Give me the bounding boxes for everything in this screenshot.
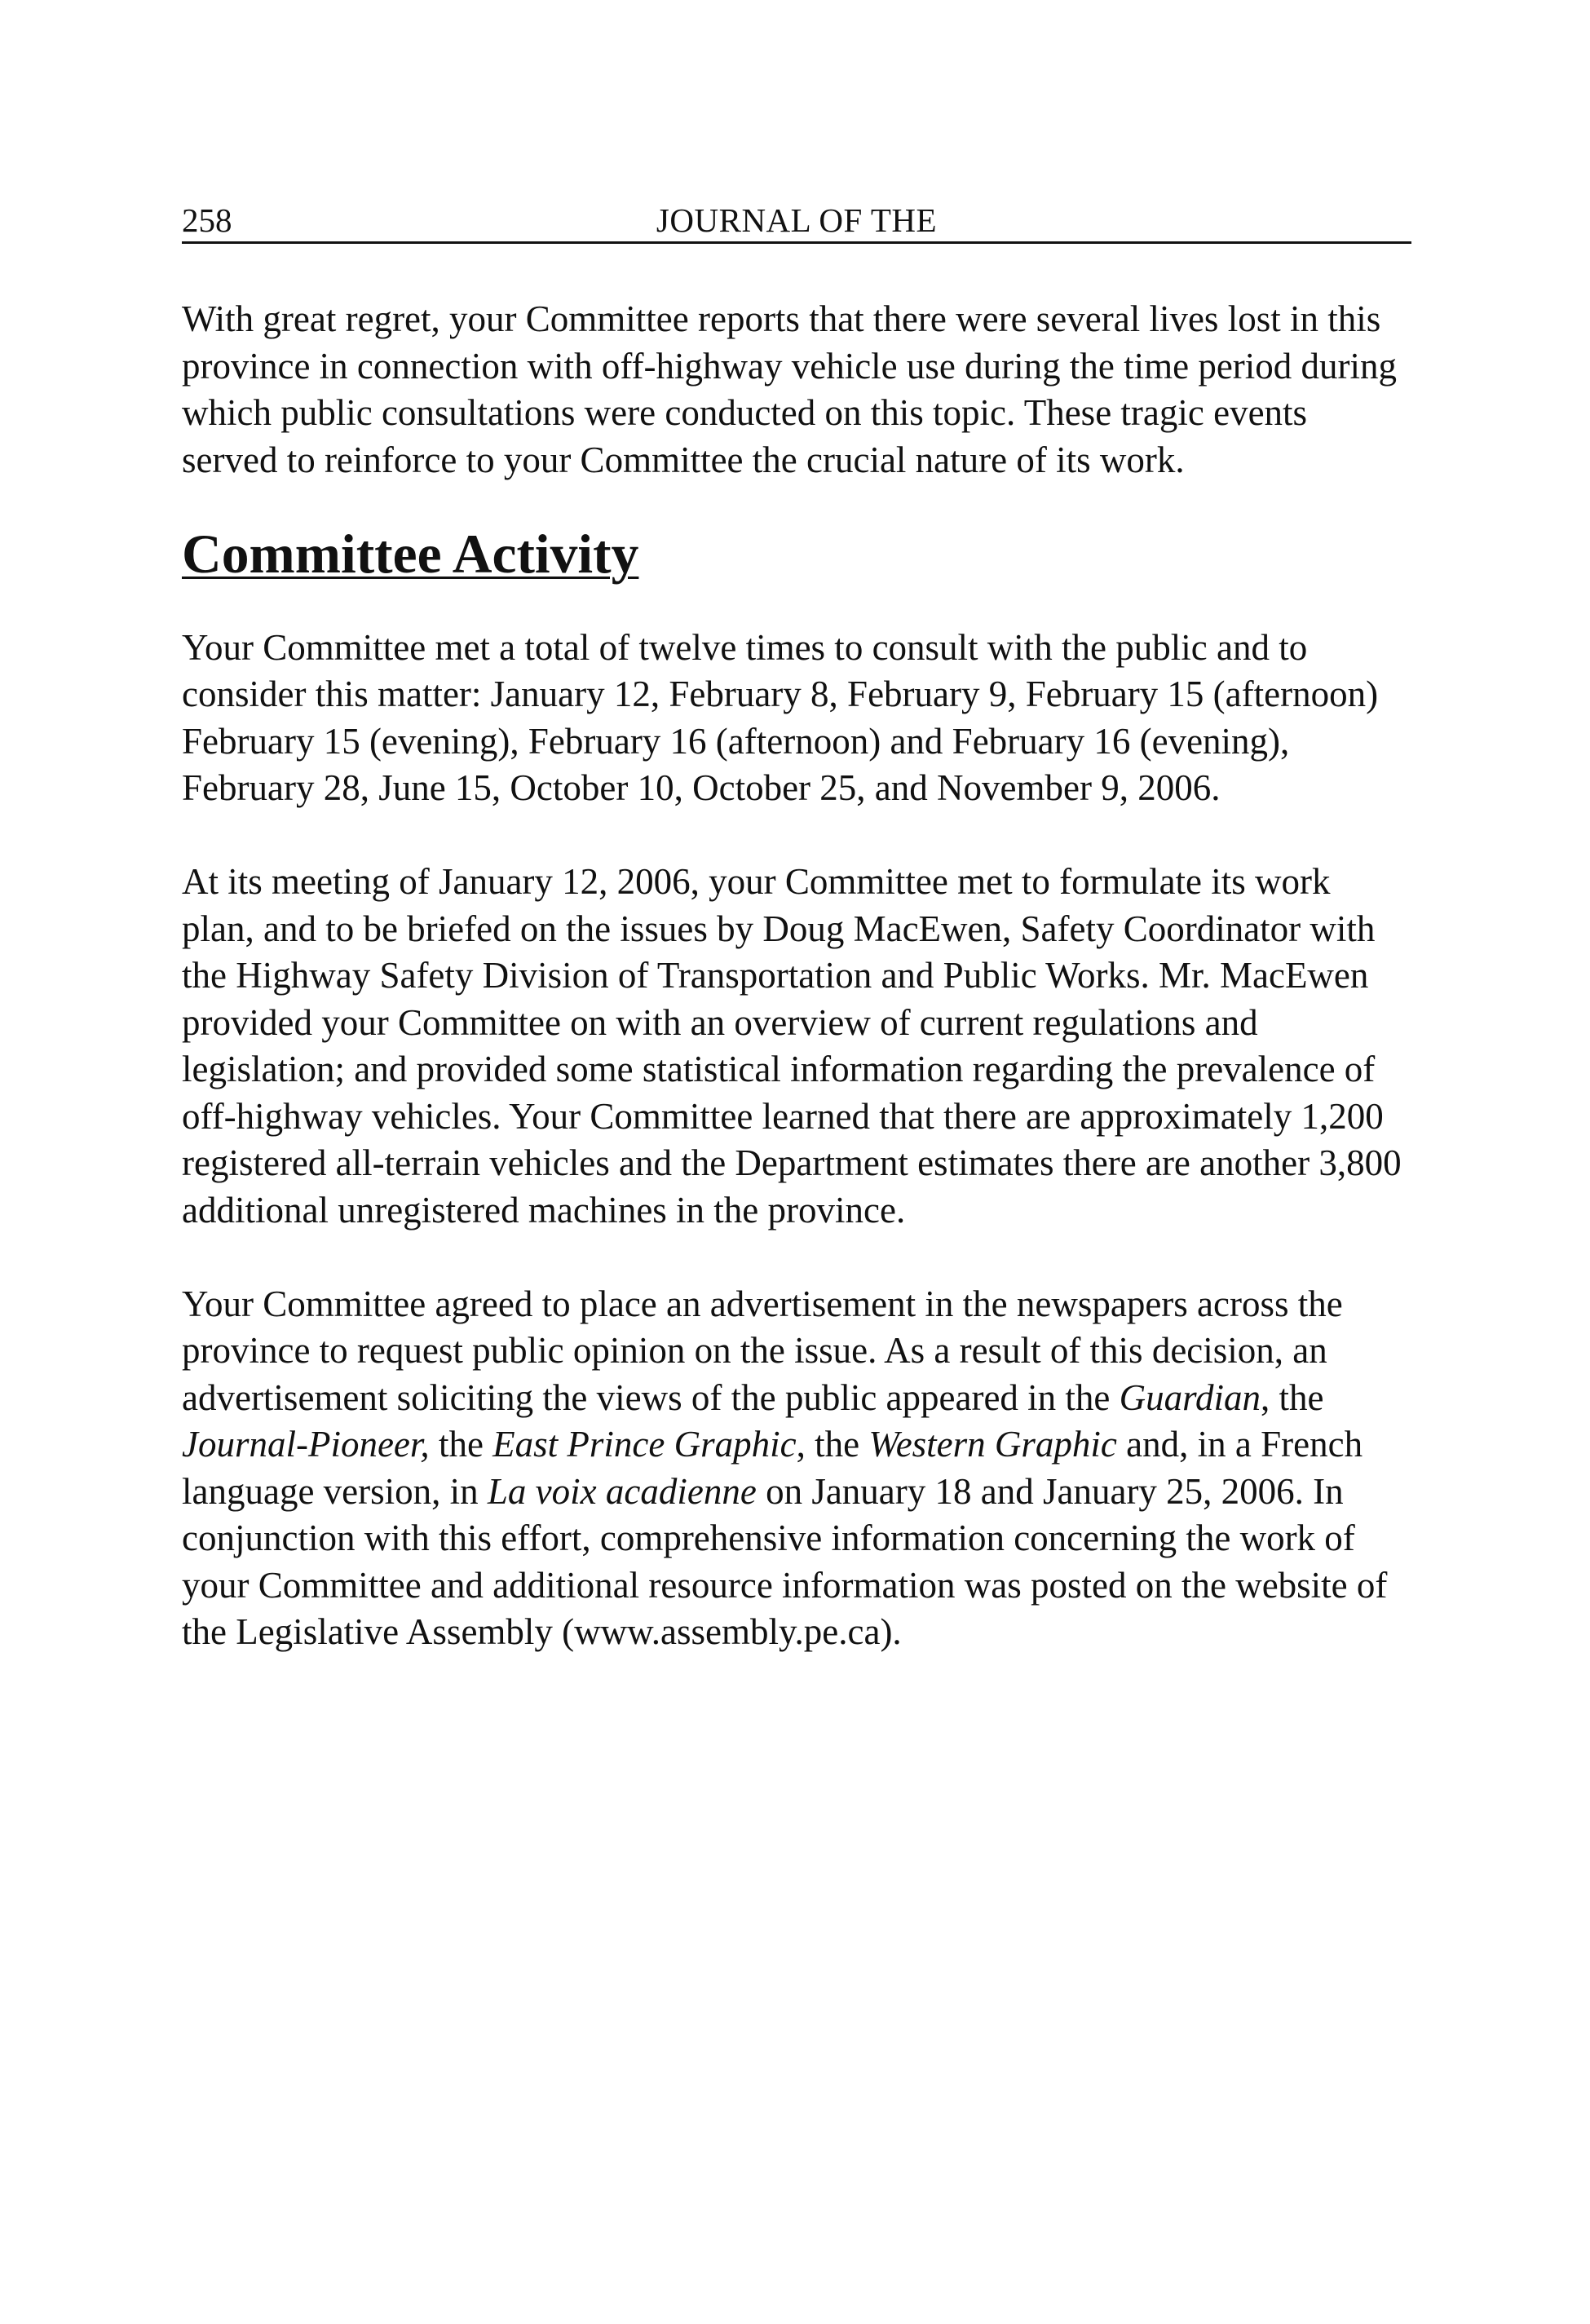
advertisement-text-part: , the: [796, 1424, 869, 1465]
running-header: [182, 199, 1411, 244]
newspaper-title-guardian: Guardian: [1119, 1376, 1261, 1418]
paragraph-meeting-dates: Your Committee met a total of twelve times to consult with the public and to consider this matter: January 12, February 8, February 9, February 15 (afternoon) February 15 (evening), February 16 (afternoon) and February 16 (evening), February 28, June 15, October 10, October 25, and November 9, 2006.: [182, 626, 1379, 808]
paragraph-advertisement: [182, 1281, 1411, 1656]
advertisement-text-part: on January 18 and January 25, 2006. In conjunction with this effort, comprehensive information concerning the work of your Committee and additional resource information was posted on the website of the Legislative Assembly (www.assembly.pe.ca).: [182, 1470, 1388, 1652]
newspaper-title-la-voix-acadienne: La voix acadienne: [487, 1470, 757, 1512]
page-number: 258: [182, 201, 232, 239]
advertisement-text-part: , the: [1261, 1376, 1324, 1418]
paragraph-january-meeting: At its meeting of January 12, 2006, your Committee met to formulate its work plan, and to be briefed on the issues by Doug MacEwen, Safety Coordinator with the Highway Safety Division of Transportation and Public Works. Mr. MacEwen provided your Committee on with an overview of current regulations and legislation; and provided some statistical information regarding the prevalence of off-highway vehicles. Your Committee learned that there are approximately 1,200 registered all-terrain vehicles and the Department estimates there are another 3,800 additional unregistered machines in the province.: [182, 861, 1402, 1230]
section-heading-committee-activity: Committee Activity: [182, 523, 639, 585]
paragraph-lives-lost: With great regret, your Committee reports that there were several lives lost in this province in connection with off-highway vehicle use during the time period during which public consultations were conducted on this topic. These tragic events served to reinforce to your Committee the crucial nature of its work.: [182, 298, 1398, 480]
committee-report-body: [182, 296, 1411, 1656]
newspaper-title-journal-pioneer: Journal-Pioneer,: [182, 1424, 430, 1465]
newspaper-title-east-prince-graphic: East Prince Graphic: [492, 1424, 797, 1465]
advertisement-text-part: and, in a French language version, in: [182, 1424, 1363, 1512]
journal-page-content: [182, 199, 1411, 1703]
journal-title: JOURNAL OF THE: [656, 201, 938, 239]
advertisement-text-part: the: [429, 1424, 493, 1465]
advertisement-text-part: Your Committee agreed to place an advertisement in the newspapers across the province to request public opinion on the issue. As a result of this decision, an advertisement soliciting the views of the public appeared in the: [182, 1283, 1343, 1418]
newspaper-title-western-graphic: Western Graphic: [868, 1424, 1117, 1465]
